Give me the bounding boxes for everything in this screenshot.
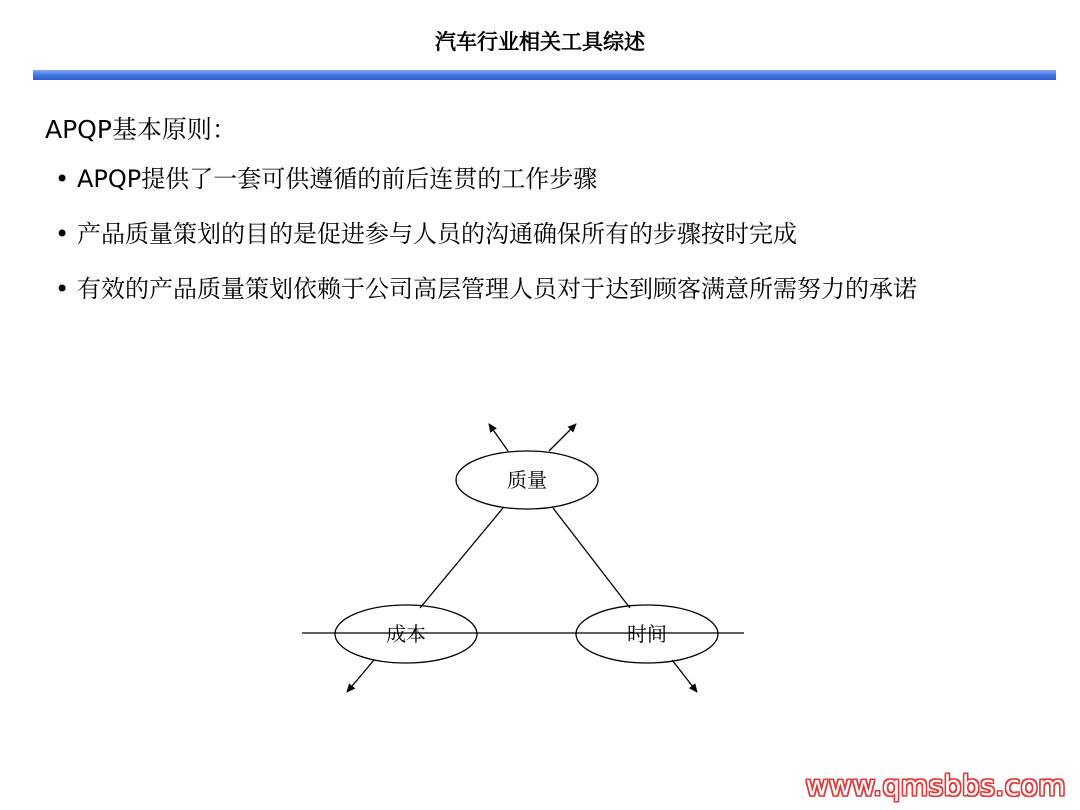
bullet-dot: • <box>55 220 70 248</box>
connector-line-quality-cost <box>420 508 503 608</box>
connector-line-quality-time <box>553 508 630 608</box>
bullet-dot: • <box>55 275 70 303</box>
bullet-text: APQP提供了一套可供遵循的前后连贯的工作步骤 <box>77 165 598 193</box>
quality-label: 质量 <box>507 468 547 492</box>
arrow-up-left <box>489 424 508 451</box>
arrow-up-right <box>549 424 576 451</box>
arrow-down-left <box>347 660 374 692</box>
section-heading: APQP基本原则： <box>45 115 237 144</box>
slide-title: 汽车行业相关工具综述 <box>435 29 645 54</box>
time-label: 时间 <box>627 622 667 646</box>
cost-label: 成本 <box>386 622 426 646</box>
watermark: www.qmsbbs.com <box>805 769 1066 802</box>
bullet-text: 有效的产品质量策划依赖于公司高层管理人员对于达到顾客满意所需努力的承诺 <box>77 275 917 303</box>
bullet-text: 产品质量策划的目的是促进参与人员的沟通确保所有的步骤按时完成 <box>77 220 797 248</box>
bullet-dot: • <box>55 165 70 193</box>
arrow-down-right <box>672 660 697 692</box>
